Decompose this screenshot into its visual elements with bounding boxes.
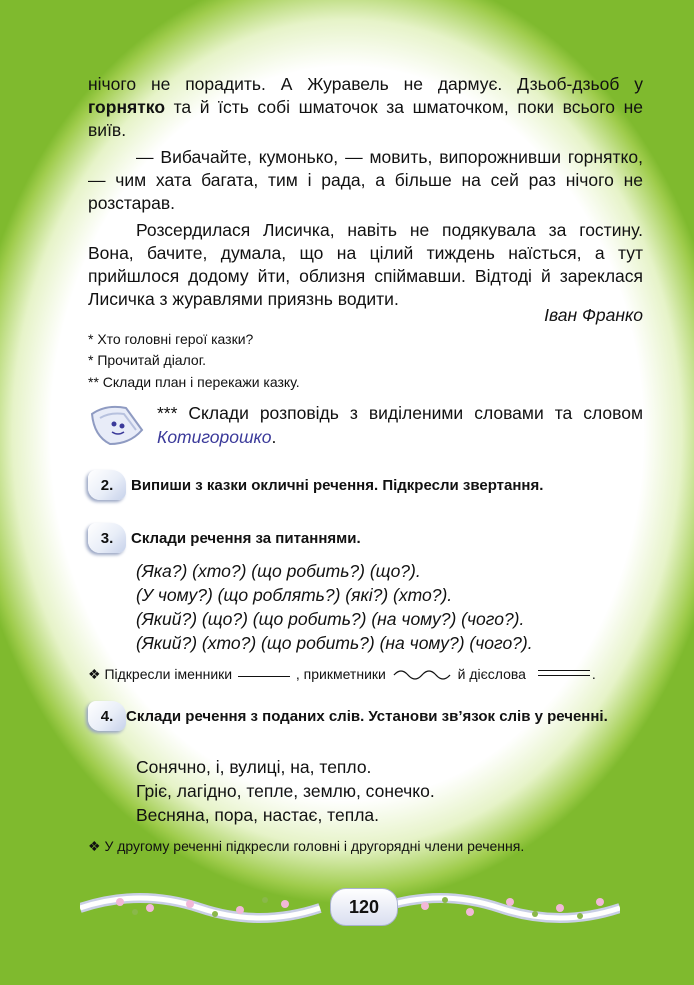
- note1-dot: .: [591, 666, 596, 682]
- note-second-sentence: ❖ У другому реченні підкресли головні і другорядні члени речення.: [88, 838, 525, 854]
- story-paragraph-1: [88, 73, 643, 142]
- page-number: 120: [330, 888, 398, 926]
- note-underline-parts: [88, 666, 596, 683]
- question-3: ** Склади план і перекажи казку.: [88, 374, 300, 390]
- task-2-badge: 2.: [88, 470, 126, 500]
- story-p1-text: нічого не порадить. А Журавель не дармує. Дзьоб-дзьоб у: [88, 74, 643, 94]
- pattern-line: (У чому?) (що роблять?) (які?) (хто?).: [136, 585, 453, 605]
- question-1: * Хто головні герої казки?: [88, 331, 254, 347]
- task-4-badge: 4.: [88, 701, 126, 731]
- story-paragraph-2: — Вибачайте, кумонько, — мовить, випорожнивши горнятко, — чим хата багата, тим і рада, а більше на сей раз нічого не розстарав.: [88, 147, 643, 213]
- task-3-title: Склади речення за питаннями.: [131, 530, 361, 547]
- word-set-line: Гріє, лагідно, тепле, землю, сонечко.: [136, 781, 435, 801]
- story-paragraph-3: Розсердилася Лисичка, навіть не подякувала за гостину. Вона, бачите, думала, що на цілий тиждень наїсться, а тут прийшлося додому йти, облизня спіймавши. Відтоді й зареклася Лисичка з журавлями приязнь водити.: [88, 220, 643, 309]
- story-author: Іван Франко: [544, 305, 643, 325]
- task-2-title: Випиши з казки окличні речення. Підкресли звертання.: [131, 477, 544, 494]
- note1-mid: , прикметники: [295, 666, 386, 682]
- pattern-line: (Яка?) (хто?) (що робить?) (що?).: [136, 561, 421, 581]
- adjective-wavy-line: [392, 667, 452, 681]
- highlight-word: Котигорошко: [157, 427, 272, 447]
- noun-underline-sample: [238, 676, 290, 677]
- word-set-line: Весняна, пора, настає, тепла.: [136, 805, 380, 825]
- question-patterns: [136, 559, 533, 655]
- task-star-end: .: [271, 427, 277, 447]
- pattern-line: (Який?) (що?) (що робить?) (на чому?) (чого?).: [136, 609, 525, 629]
- verb-double-line: [538, 670, 590, 676]
- task-star-text: [157, 401, 643, 449]
- task-3-badge: 3.: [88, 523, 126, 553]
- story-text: [88, 73, 643, 311]
- task-4-title: Склади речення з поданих слів. Установи зв’язок слів у реченні.: [126, 708, 608, 725]
- pattern-line: (Який?) (хто?) (що робить?) (на чому?) (чого?).: [136, 633, 533, 653]
- story-p1-rest: та й їсть собі шматочок за шматочком, поки всього не виїв.: [88, 97, 643, 140]
- question-2: * Прочитай діалог.: [88, 352, 206, 368]
- note1-end: й дієслова: [457, 666, 526, 682]
- task-star-main: *** Склади розповідь з виділеними словами та словом: [157, 403, 643, 423]
- note1-prefix: ❖ Підкресли іменники: [88, 666, 233, 682]
- word-set-line: Сонячно, і, вулиці, на, тепло.: [136, 757, 372, 777]
- word-sets: [136, 755, 435, 827]
- story-bold-word: горнятко: [88, 97, 166, 117]
- pencil-note-icon: [86, 400, 148, 448]
